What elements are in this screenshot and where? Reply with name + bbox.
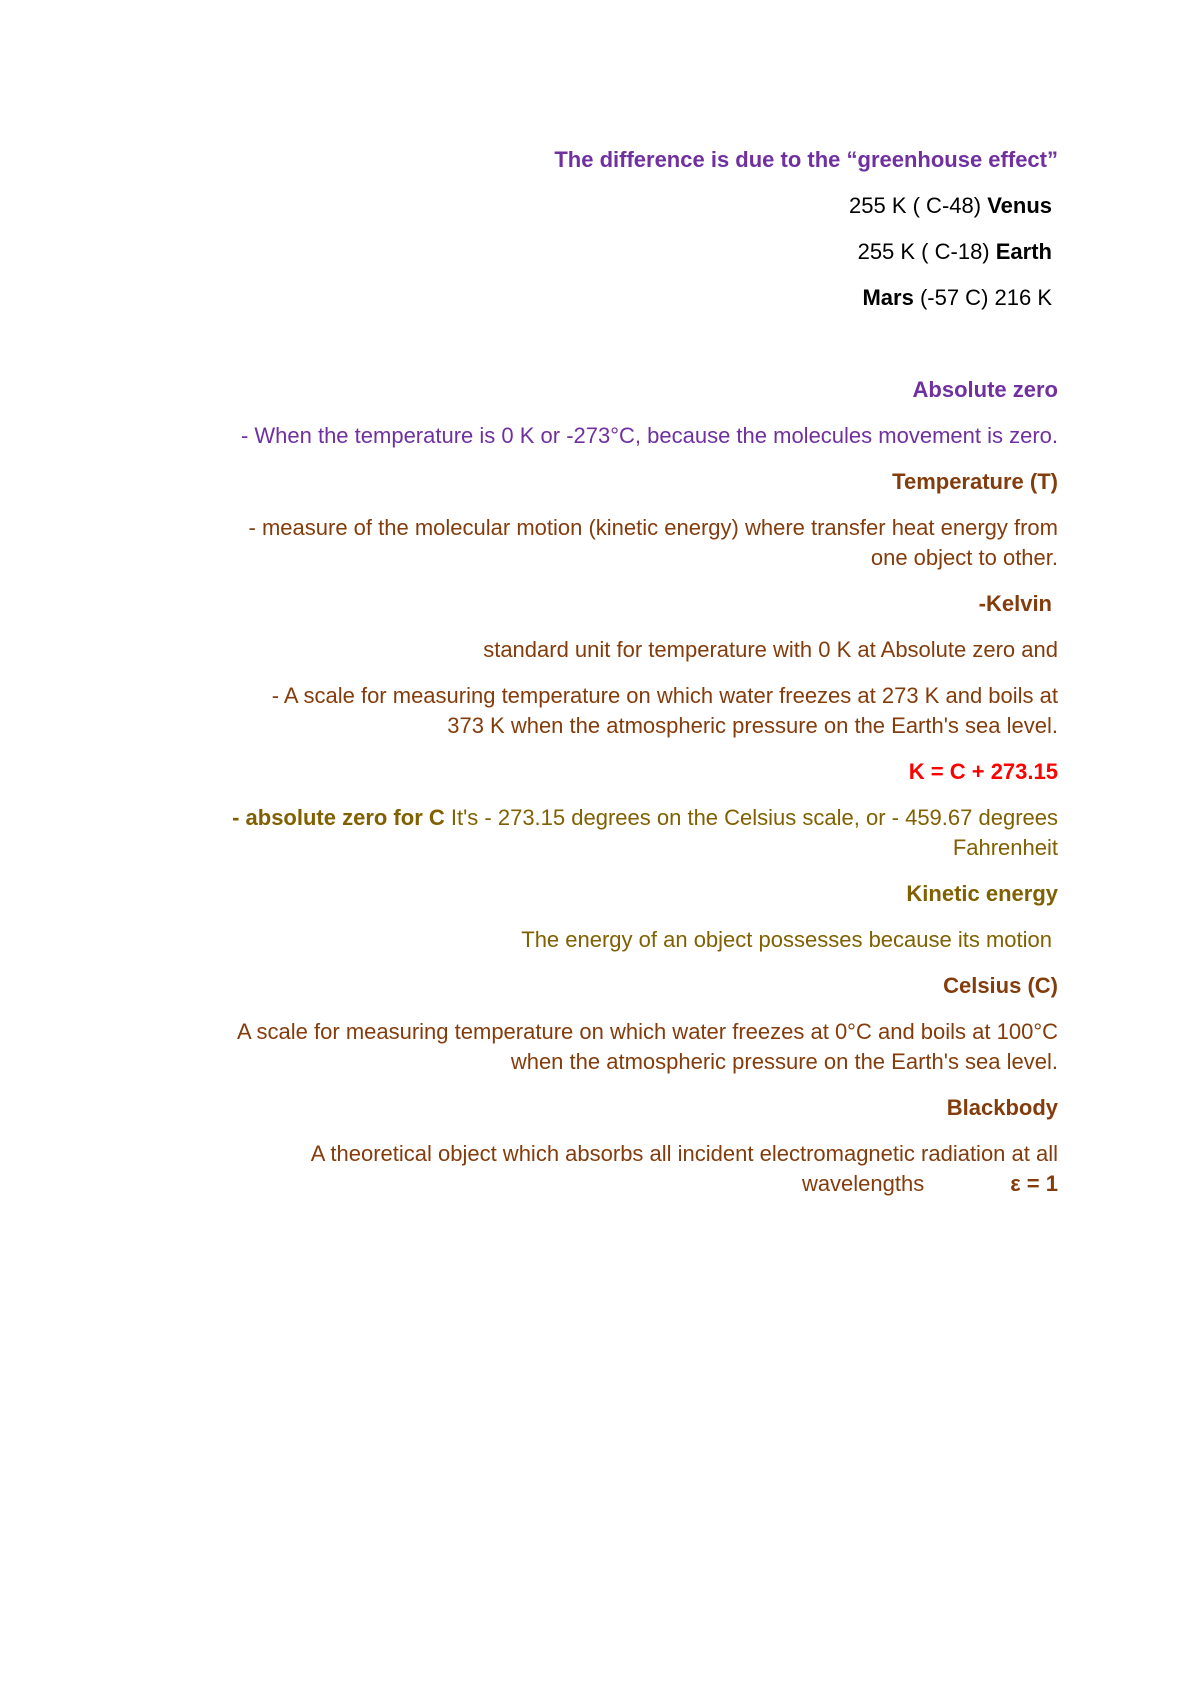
absolute-zero-desc: - When the temperature is 0 K or -273°C, because the molecules movement is zero. [240, 423, 1058, 448]
mars-name: Mars [862, 285, 914, 310]
temperature-desc-line-2: one object to other. [870, 545, 1058, 570]
venus-line [849, 191, 1052, 221]
blackbody-desc-line-1: A theoretical object which absorbs all incident electromagnetic radiation at all [310, 1141, 1058, 1166]
kelvin-desc: standard unit for temperature with 0 K at Absolute zero and [483, 637, 1058, 662]
venus-temp: 255 K ( C-48) [849, 193, 988, 218]
kinetic-energy-desc: The energy of an object possesses because its motion [521, 927, 1052, 952]
temperature-desc-line-1: - measure of the molecular motion (kinetic energy) where transfer heat energy from [248, 515, 1058, 540]
absolute-zero-title: Absolute zero [912, 377, 1058, 402]
earth-line [858, 237, 1052, 267]
celsius-desc-line-1: A scale for measuring temperature on which water freezes at 0°C and boils at 100°C [236, 1019, 1058, 1044]
greenhouse-heading: The difference is due to the “greenhouse effect” [554, 147, 1058, 172]
mars-line [862, 283, 1052, 313]
blackbody-title: Blackbody [946, 1095, 1058, 1120]
absolute-zero-celsius-text: It's - 273.15 degrees on the Celsius scale, or - 459.67 degrees [444, 805, 1058, 830]
blackbody-desc-line-2 [802, 1169, 1058, 1199]
blackbody-wavelengths: wavelengths [801, 1171, 925, 1196]
document-page [140, 0, 1058, 1698]
absolute-zero-celsius-line-2: Fahrenheit [952, 835, 1058, 860]
kinetic-energy-title: Kinetic energy [906, 881, 1058, 906]
blackbody-emissivity: ε = 1 [1010, 1171, 1058, 1196]
kelvin-scale-line-1: - A scale for measuring temperature on which water freezes at 273 K and boils at [271, 683, 1058, 708]
kelvin-scale-line-2: 373 K when the atmospheric pressure on the Earth's sea level. [447, 713, 1058, 738]
temperature-title: Temperature (T) [892, 469, 1058, 494]
kelvin-title: -Kelvin [978, 591, 1052, 616]
mars-temp: (-57 C) 216 K [913, 285, 1052, 310]
venus-name: Venus [987, 193, 1052, 218]
celsius-desc-line-2: when the atmospheric pressure on the Earth's sea level. [510, 1049, 1058, 1074]
absolute-zero-celsius-label: - absolute zero for C [232, 805, 445, 830]
kelvin-formula: K = C + 273.15 [908, 759, 1058, 784]
celsius-title: Celsius (C) [943, 973, 1058, 998]
earth-name: Earth [995, 239, 1052, 264]
absolute-zero-celsius-line-1 [232, 803, 1058, 833]
earth-temp: 255 K ( C-18) [857, 239, 996, 264]
